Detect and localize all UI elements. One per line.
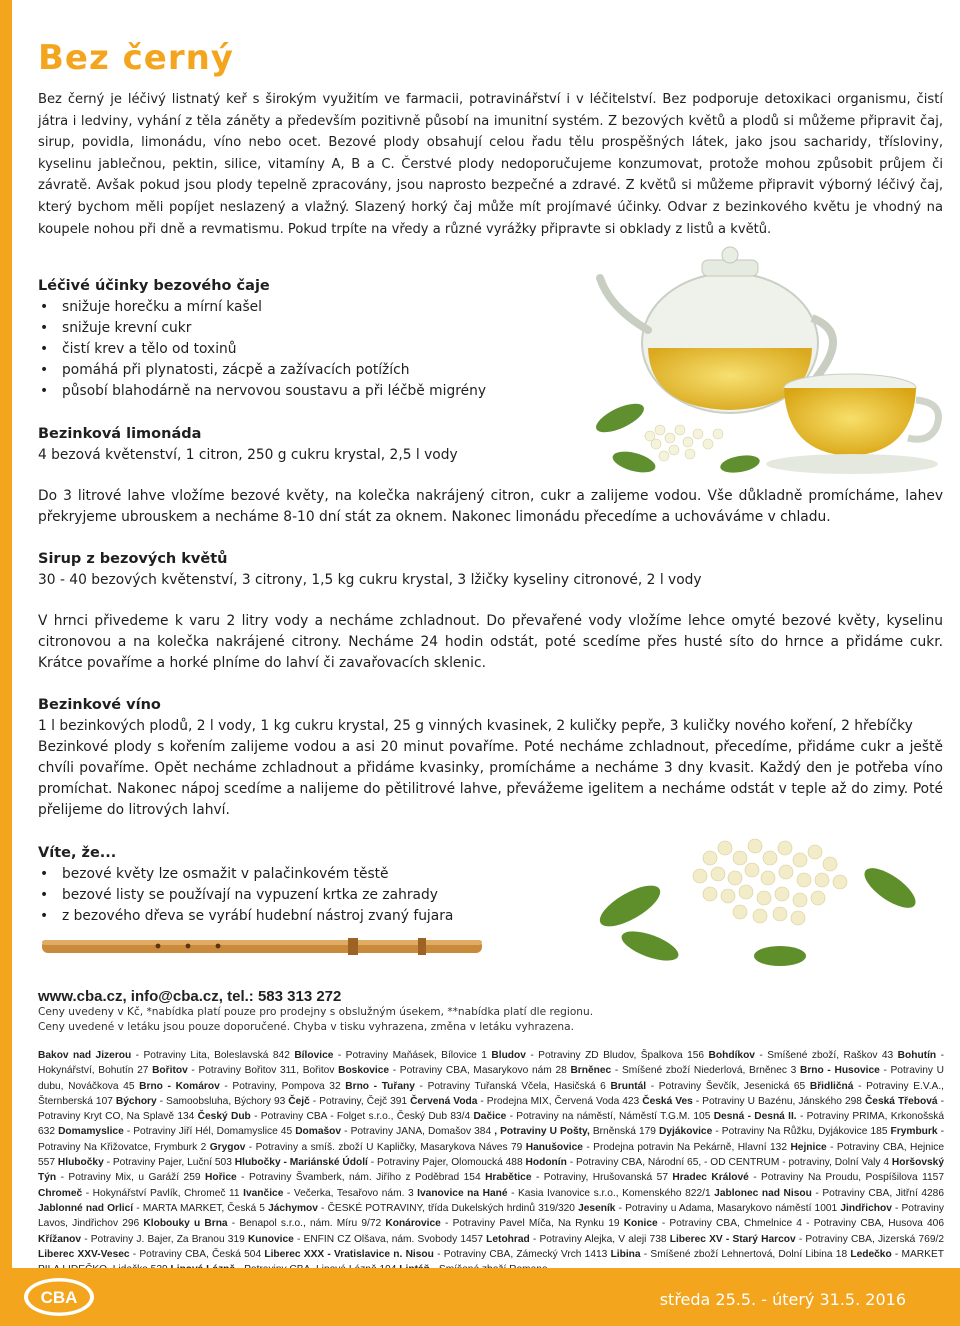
- accent-bar: [0, 0, 12, 1326]
- store-town: Desná - Desná II.: [713, 1111, 797, 1123]
- store-address: - Potraviny CBA, Zámecký Vrch 1413: [433, 1248, 611, 1260]
- store-address: - Smíšené zboží Niederlová, Brněnec 3: [611, 1065, 800, 1077]
- store-town: Bruntál: [610, 1080, 647, 1092]
- store-town: Bílovice: [294, 1050, 334, 1061]
- store-town: Červená Voda: [410, 1095, 478, 1107]
- store-town: Hrabětice: [485, 1172, 532, 1184]
- store-town: Bořitov: [152, 1065, 188, 1077]
- list-item: • bezové květy lze osmažit v palačinkovém těstě: [38, 864, 578, 885]
- store-address: - Potraviny Ševčík, Jesenická 65: [646, 1080, 810, 1092]
- wine-method: Bezinkové plody s kořením zalijeme vodou a asi 20 minut povaříme. Poté necháme zchladnout, přecedíme, přidáme cukr a ještě chvíli povaříme. Opět necháme zchladnout a přidáme kvasinky, promícháme a necháme 3 dny kvasit. Každý den je potřeba víno promíchat. Nakonec nápoj scedíme a nalijeme do pětilitrové lahve, převážeme igelitem a necháme odstát v teple až do zimy. Poté přelijeme do litrových lahví.: [38, 739, 943, 818]
- page-title: Bez černý: [38, 38, 234, 78]
- store-town: Konárovice: [385, 1218, 441, 1230]
- store-town: Český Dub: [197, 1111, 251, 1123]
- store-address: - Potraviny J. Bajer, Za Branou 319: [81, 1233, 248, 1245]
- syrup-section: [38, 549, 943, 591]
- store-town: Hodonín: [525, 1157, 567, 1169]
- store-town: Jáchymov: [268, 1202, 318, 1214]
- store-address: - Potraviny JANA, Domašov 384: [341, 1126, 495, 1138]
- store-address: - Hokynářství, Bohutín 27: [38, 1050, 944, 1077]
- store-town: Jeseník: [578, 1202, 616, 1214]
- store-address: - MARTA MARKET, Česká 5: [133, 1202, 269, 1214]
- store-address: - Potraviny, Čejč 391: [309, 1095, 411, 1107]
- store-town: Brno - Komárov: [139, 1080, 220, 1092]
- store-town: Čejč: [288, 1095, 310, 1107]
- store-address: - Potraviny Lita, Boleslavská 842: [131, 1050, 295, 1061]
- list-item: • snižuje horečku a mírní kašel: [38, 297, 598, 318]
- store-town: Klobouky u Brna: [143, 1218, 228, 1230]
- store-address: - MARKET: [894, 1248, 944, 1260]
- lemonade-method: Do 3 litrové lahve vložíme bezové květy, na kolečka nakrájený citron, cukr a zalijeme vodou. Vše důkladně promícháme, lahev překryjeme ubrouskem a necháme 8-10 dní stát za oknem. Nakonec limonádu přecedíme a uchováváme v chladu.: [38, 488, 943, 525]
- store-town: Býchory: [115, 1095, 157, 1107]
- store-town: Hejnice: [790, 1141, 827, 1153]
- price-note: Ceny uvedeny v Kč, *nabídka platí pouze pro prodejny s obslužným úsekem, **nabídka platí dle regionu.: [38, 1006, 594, 1018]
- store-address: - Potraviny CBA, Jizerská 769/2: [795, 1233, 944, 1245]
- store-town: Liberec XV - Starý Harcov: [669, 1233, 796, 1245]
- store-address: - Potraviny U dubu, Nováčkova 45: [38, 1065, 945, 1092]
- store-town: Frymburk: [890, 1126, 938, 1138]
- store-address: - Potraviny Jiří Hél, Domamyslice 45: [123, 1126, 296, 1138]
- store-address: - Smíšené zboží, Raškov 43: [754, 1050, 898, 1061]
- store-address: - Potraviny Pajer, Luční 503: [103, 1157, 235, 1169]
- syrup-heading: Sirup z bezových květů: [38, 551, 228, 567]
- store-address: - Potraviny U Bazénu, Jánského 298: [692, 1095, 865, 1107]
- store-town: Letohrad: [486, 1233, 530, 1245]
- store-address: - Potraviny Kryt CO, Na Splavě 134: [38, 1095, 944, 1123]
- store-address: - Samoobsluha, Býchory 93: [156, 1095, 289, 1107]
- store-address: - Potraviny, Hrušovanská 57: [531, 1172, 673, 1184]
- store-address: - Potraviny Na Proudu, Pospíšilova 1157: [748, 1172, 944, 1184]
- elderflower-illustration: [590, 818, 940, 968]
- store-address: - ENFIN CZ Olšava, nám. Svobody 1457: [293, 1233, 487, 1245]
- store-town: Bludov: [491, 1050, 526, 1061]
- store-address: - Potraviny Bořitov 311, Bořitov: [187, 1065, 339, 1077]
- store-address: - Potraviny CBA, Česká 504: [129, 1248, 265, 1260]
- store-town: Křížanov: [38, 1233, 82, 1245]
- store-town: Kunovice: [247, 1233, 294, 1245]
- store-address: - Potraviny CBA, Národní 65, - OD CENTRUM - potraviny, Dolní Valy 4: [566, 1157, 892, 1169]
- tea-list: [38, 297, 598, 402]
- store-town: Bohutín: [897, 1050, 937, 1061]
- store-address: - Potraviny ZD Bludov, Špalkova 156: [525, 1050, 709, 1061]
- store-town: Horšovský Týn: [38, 1157, 944, 1184]
- facts-section: [38, 843, 578, 927]
- list-item: • snižuje krevní cukr: [38, 318, 598, 339]
- list-item: • pomáhá při plynatosti, zácpě a zažívacích potížích: [38, 360, 598, 381]
- store-town: Ledečko: [850, 1248, 892, 1260]
- contact-block: [38, 988, 938, 1035]
- store-town: Libina: [610, 1248, 641, 1260]
- wine-section: [38, 695, 943, 716]
- disclaimer-note: Ceny uvedené v letáku jsou pouze doporučené. Chyba v tisku vyhrazena, změna v letáku vyhrazena.: [38, 1021, 575, 1033]
- store-address: - Prodejna potravin Na Pekárně, Hlavní 132: [582, 1141, 791, 1153]
- lemonade-ingredients: 4 bezová květenství, 1 citron, 250 g cukru krystal, 2,5 l vody: [38, 447, 458, 463]
- store-address: - Potraviny CBA, Hejnice 557: [38, 1141, 944, 1169]
- footer-bar: [0, 1268, 960, 1326]
- intro-paragraph: Bez černý je léčivý listnatý keř s širokým využitím ve farmacii, potravinářství i v léčitelství. Bez podporuje detoxikaci organismu, čistí játra i ledviny, vyhání z těla záněty a především pozitivně působí na imunitní systém. Z bezových květů a plodů si můžeme připravit čaj, sirup, povidla, limonádu, víno nebo ocet. Bezové plody obsahují celou řadu tělu prospěšných látek, jako jsou sacharidy, třísloviny, kyselinu jablečnou, pektin, silice, vitamíny A, B a C. Čerstvé plody nedoporučujeme konzumovat, protože mohou způsobit průjem či závratě. Avšak pokud jsou plody tepelně zpracovány, jsou naprosto bezpečné a zdravé. Z květů si můžeme připravit výborný léčivý čaj, který bychom měli popíjet neslazený a vlažný. Slazený horký čaj může mít projímavé účinky. Odvar z bezinkového květu je vhodný na koupele nohou při dně a revmatismu. Pokud trpíte na vředy a různé vyrážky připravte si obklady z listů a květů.: [38, 92, 943, 237]
- syrup-ingredients: 30 - 40 bezových květenství, 3 citrony, 1,5 kg cukru krystal, 3 lžičky kyseliny citronové, 2 l vody: [38, 572, 702, 588]
- tea-section: [38, 276, 598, 402]
- store-town: Dyjákovice: [659, 1126, 713, 1138]
- lemonade-section: [38, 424, 598, 466]
- store-address: - Potraviny CBA, Jitřní 4286: [811, 1187, 944, 1199]
- store-town: Brněnec: [570, 1065, 612, 1077]
- store-address: - Potraviny CBA - Folget s.r.o., Český Dub 83/4: [250, 1111, 474, 1123]
- store-town: Hradec Králové: [672, 1172, 749, 1184]
- store-address: - Potraviny u Adama, Masarykovo náměstí 1001: [615, 1202, 841, 1214]
- store-address: - Potraviny Na Růžku, Dyjákovice 185: [712, 1126, 891, 1138]
- tea-pot-illustration: [590, 238, 950, 478]
- store-address: - Smíšené zboží Lehnertová, Dolní Libina 18: [640, 1248, 851, 1260]
- contact-line: www.cba.cz, info@cba.cz, tel.: 583 313 272: [38, 988, 342, 1005]
- store-town: Jablonné nad Orlicí: [38, 1202, 134, 1214]
- store-address: - Potraviny Švamberk, nám. Jiřího z Poděbrad 154: [236, 1172, 486, 1184]
- store-address: - Kasia Ivanovice s.r.o., Komenského 822/1: [507, 1187, 715, 1199]
- svg-text:CBA: CBA: [40, 1288, 78, 1307]
- store-town: Boskovice: [338, 1065, 390, 1077]
- store-address: - Večerka, Tesařovo nám. 3: [283, 1187, 418, 1199]
- store-town: Konice: [623, 1218, 658, 1230]
- store-address: - Potraviny Pavel Míča, Na Rynku 19: [440, 1218, 624, 1230]
- store-town: Jablonec nad Nisou: [714, 1187, 812, 1199]
- store-list: [38, 1048, 944, 1277]
- store-town: , Potraviny U Pošty,: [494, 1126, 590, 1138]
- store-town: Chromeč: [38, 1187, 83, 1199]
- store-town: Hlubočky: [57, 1157, 104, 1169]
- store-town: Břidličná: [809, 1080, 854, 1092]
- store-address: - Potraviny, Pompova 32: [219, 1080, 346, 1092]
- wine-heading: Bezinkové víno: [38, 697, 161, 713]
- store-town: Bohdíkov: [708, 1050, 755, 1061]
- store-address: - Prodejna MIX, Červená Voda 423: [477, 1095, 643, 1107]
- list-item: • působí blahodárně na nervovou soustavu a při léčbě migrény: [38, 381, 598, 402]
- tea-heading: Léčivé účinky bezového čaje: [38, 278, 270, 294]
- store-address: - Potraviny Tuřanská Včela, Hasičská 6: [414, 1080, 611, 1092]
- syrup-method: V hrnci přivedeme k varu 2 litry vody a necháme zchladnout. Do převařené vody vložíme lehce omyté bezové květy, kyselinu citronovou a na kolečka nakrájené citrony. Necháme 24 hodin odstát, poté scedíme přes husté síto do hrnce a přidáme cukr. Krátce povaříme a horké plníme do lahví či zavařovacích sklenic.: [38, 613, 943, 671]
- store-address: - Potraviny Pajer, Olomoucká 488: [367, 1157, 526, 1169]
- store-town: Dačice: [473, 1111, 507, 1123]
- store-address: - Benapol s.r.o., nám. Míru 9/72: [227, 1218, 386, 1230]
- store-town: Ivančice: [243, 1187, 284, 1199]
- fujara-flute-illustration: [38, 932, 488, 960]
- wine-ingredients: 1 l bezinkových plodů, 2 l vody, 1 kg cukru krystal, 25 g vinných kvasinek, 2 kuličky pepře, 3 kuličky nového koření, 2 hřebíčky: [38, 718, 913, 734]
- store-town: Hlubočky - Mariánské Údolí: [234, 1157, 368, 1169]
- store-address: - Potraviny Maňásek, Bílovice 1: [333, 1050, 492, 1061]
- store-town: Domamyslice: [58, 1126, 124, 1138]
- facts-heading: Víte, že...: [38, 845, 117, 861]
- store-address: - Potraviny CBA, Chmelnice 4 - Potraviny CBA, Husova 406: [657, 1218, 944, 1230]
- store-address: - Potraviny PRIMA, Krkonošská 632: [38, 1111, 945, 1138]
- store-address: - Potraviny E.V.A., Šternberská 107: [38, 1080, 944, 1107]
- cba-logo: [22, 1276, 96, 1318]
- store-address: - ČESKÉ POTRAVINY, třída Dukelských hrdinů 319/320: [317, 1202, 579, 1214]
- store-town: Ivanovice na Hané: [417, 1187, 508, 1199]
- store-town: Česká Třebová: [864, 1095, 938, 1107]
- store-address: - Potraviny na náměstí, Náměstí T.G.M. 105: [506, 1111, 714, 1123]
- facts-list: [38, 864, 578, 927]
- store-town: Grygov: [209, 1141, 246, 1153]
- store-town: Hořice: [204, 1172, 237, 1184]
- store-town: Česká Ves: [642, 1095, 693, 1107]
- store-town: Domašov: [295, 1126, 342, 1138]
- offer-date: středa 25.5. - úterý 31.5. 2016: [659, 1290, 906, 1309]
- store-town: Bakov nad Jizerou: [38, 1050, 132, 1061]
- list-item: • z bezového dřeva se vyrábí hudební nástroj zvaný fujara: [38, 906, 578, 927]
- store-address: - Potraviny a smíš. zboží U Kapličky, Masarykova Náves 79: [245, 1141, 526, 1153]
- store-address: - Potraviny Alejka, V aleji 738: [529, 1233, 670, 1245]
- list-item: • čistí krev a tělo od toxinů: [38, 339, 598, 360]
- store-town: Hanušovice: [525, 1141, 583, 1153]
- list-item: • bezové listy se používají na vypuzení krtka ze zahrady: [38, 885, 578, 906]
- store-town: Jindřichov: [840, 1202, 892, 1214]
- store-address: - Potraviny Na Křižovatce, Frymburk 2: [38, 1126, 944, 1153]
- store-address: Brněnská 179: [589, 1126, 660, 1138]
- store-address: - Potraviny Lavos, Jindřichov 296: [38, 1202, 944, 1230]
- store-address: - Hokynářství Pavlík, Chromeč 11: [82, 1187, 244, 1199]
- store-town: Liberec XXX - Vratislavice n. Nisou: [264, 1248, 434, 1260]
- store-town: Liberec XXV-Vesec: [38, 1248, 130, 1260]
- store-town: Brno - Husovice: [799, 1065, 880, 1077]
- store-town: Brno - Tuřany: [345, 1080, 415, 1092]
- lemonade-heading: Bezinková limonáda: [38, 426, 202, 442]
- store-address: - Potraviny Mix, u Garáží 259: [56, 1172, 205, 1184]
- store-address: - Potraviny CBA, Masarykovo nám 28: [389, 1065, 571, 1077]
